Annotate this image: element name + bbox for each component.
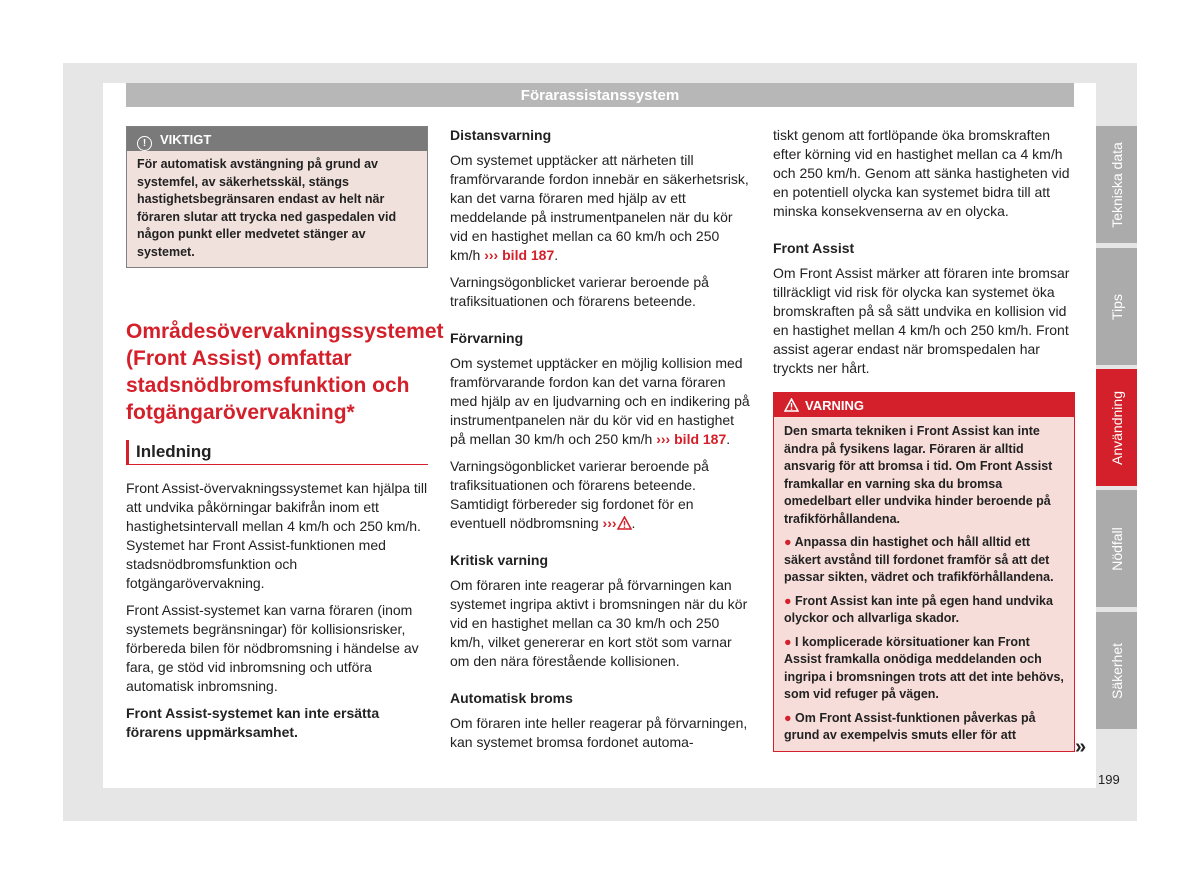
warning-intro: Den smarta tekniken i Front Assist kan inte ändra på fysikens lagar. Föraren är alltid ansvarig för att bromsa i tid. Om Front Assist framkallar en varning ska du bromsa omedelbart eller undvika hinder beroende på trafikförhållandena.	[784, 424, 1053, 526]
note-box	[126, 126, 428, 268]
bullet-icon: ●	[784, 535, 792, 549]
warning-bullet: ● Anpassa din hastighet och håll alltid ett säkert avstånd till fordonet framför så att det passar sikten, vädret och trafikförhållandena.	[784, 535, 1054, 584]
subheading-automatisk-broms: Automatisk broms	[450, 690, 573, 706]
page-number: 199	[1098, 772, 1120, 787]
intro-paragraph-1: Front Assist-övervakningssystemet kan hjälpa till att undvika påkörningar bakifrån inom ett hastighetsintervall mellan 4 km/h och 250 km/h. Systemet har Front Assist-funktionen med stadsnödbromsfunktion och fotgängarövervakning.	[126, 480, 428, 591]
intro-paragraph-3: Front Assist-systemet kan inte ersätta förarens uppmärksamhet.	[126, 705, 380, 740]
subheading-distansvarning: Distansvarning	[450, 127, 552, 143]
note-text: För automatisk avstängning på grund av systemfel, av säkerhetsskäl, stängs hastighetsbegränsaren endast av helt när föraren slutar att trycka ned gaspedalen vid någon punkt eller medvetet stänger av systemet.	[137, 157, 397, 259]
tab-sakerhet[interactable]: Säkerhet	[1096, 612, 1137, 729]
column-right	[773, 126, 1075, 752]
tab-tekniska-data[interactable]: Tekniska data	[1096, 126, 1137, 243]
bullet-icon: ●	[784, 593, 792, 608]
chapter-header: Förarassistanssystem	[126, 83, 1074, 107]
subheading-front-assist: Front Assist	[773, 240, 855, 256]
paragraph-nodbromsning: Varningsögonblicket varierar beroende på trafiksituationen och förarens beteende. Samtidigt förbereder sig fordonet för en eventuell nödbromsning ››› .	[450, 458, 709, 531]
paragraph-kritisk-varning: Om föraren inte reagerar på förvarningen kan systemet ingripa aktivt i bromsningen när du kör vid en hastighet mellan ca 30 km/h och 250 km/h, vilket genererar en kort stöt som varnar om den nära förestående kollisionen.	[450, 577, 748, 669]
warning-body	[774, 417, 1074, 751]
subheading-kritisk-varning: Kritisk varning	[450, 552, 549, 568]
main-title: Områdesövervakningssystemet (Front Assist) omfattar stadsnödbromsfunktion och fotgängarövervakning*	[126, 320, 444, 424]
bullet-icon: ●	[784, 710, 792, 725]
tab-tips[interactable]: Tips	[1096, 248, 1137, 365]
intro-paragraph-2: Front Assist-systemet kan varna föraren (inom systemets begränsningar) för kollisionsrisker, förbereda bilen för nödbromsning i händelse av fara, ge stöd vid inbromsning och utföra automatisk inbromsning.	[126, 602, 419, 694]
ref-arrow: ›››	[602, 515, 617, 531]
continue-icon: »	[1075, 736, 1087, 758]
tab-anvandning[interactable]: Användning	[1096, 369, 1137, 486]
figure-link[interactable]: bild 187	[502, 247, 555, 263]
paragraph-front-assist: Om Front Assist märker att föraren inte bromsar tillräckligt vid risk för olycka kan systemet öka bromskraften på så sätt undvika en kollision vid en hastighet mellan 4 km/h och 250 km/h. Front assist agerar endast när bromspedalen har tryckts ner hårt.	[773, 265, 1070, 376]
column-middle	[450, 126, 750, 760]
subheading-forvarning: Förvarning	[450, 330, 524, 346]
paragraph-forvarning: Om systemet upptäcker en möjlig kollision med framförvarande fordon kan det varna föraren med hjälp av en ljudvarning och en indikering på instrumentpanelen när du kör vid en hastighet på mellan 30 km/h och 250 km/h ››› bild 187.	[450, 355, 750, 447]
warning-bullet: ● Front Assist kan inte på egen hand undvika olyckor och allvarliga skador.	[784, 593, 1053, 625]
ref-arrow: ›››	[656, 431, 671, 447]
info-icon: !	[137, 136, 152, 151]
paragraph-varningsogonblick: Varningsögonblicket varierar beroende på trafiksituationen och förarens beteende.	[450, 274, 709, 309]
warning-triangle-icon	[784, 398, 799, 412]
note-header	[127, 127, 427, 151]
warning-header	[774, 393, 1074, 417]
warning-triangle-icon[interactable]	[617, 516, 632, 530]
warning-bullet: ● Om Front Assist-funktionen påverkas på grund av exempelvis smuts eller för att	[784, 710, 1036, 742]
bullet-icon: ●	[784, 634, 792, 649]
paragraph-continued: tiskt genom att fortlöpande öka bromskraften efter körning vid en hastighet mellan ca 4 km/h och 250 km/h. Genom att sänka hastigheten vid en potentiell olycka kan systemet bidra till att minska konsekvenserna av en olycka.	[773, 127, 1070, 219]
tab-nodfall[interactable]: Nödfall	[1096, 490, 1137, 607]
paragraph-distansvarning: Om systemet upptäcker att närheten till framförvarande fordon innebär en säkerhetsrisk, kan det varna föraren med hjälp av ett meddelande på instrumentpanelen när du kör vid en hastighet mellan ca 60 km/h och 250 km/h ››› bild 187.	[450, 152, 749, 263]
section-heading: Inledning	[126, 440, 428, 465]
figure-link[interactable]: bild 187	[674, 431, 727, 447]
warning-title: VARNING	[805, 398, 864, 413]
warning-box	[773, 392, 1075, 752]
warning-bullet: ● I komplicerade körsituationer kan Front Assist framkalla onödiga meddelanden och ingripa i bromsningen trots att det inte behövs, som vid refuger på vägen.	[784, 634, 1064, 701]
note-title: VIKTIGT	[160, 132, 212, 147]
ref-arrow: ›››	[484, 247, 499, 263]
paragraph-automatisk-broms: Om föraren inte heller reagerar på förvarningen, kan systemet bromsa fordonet automa-	[450, 715, 748, 750]
column-left	[126, 126, 444, 750]
